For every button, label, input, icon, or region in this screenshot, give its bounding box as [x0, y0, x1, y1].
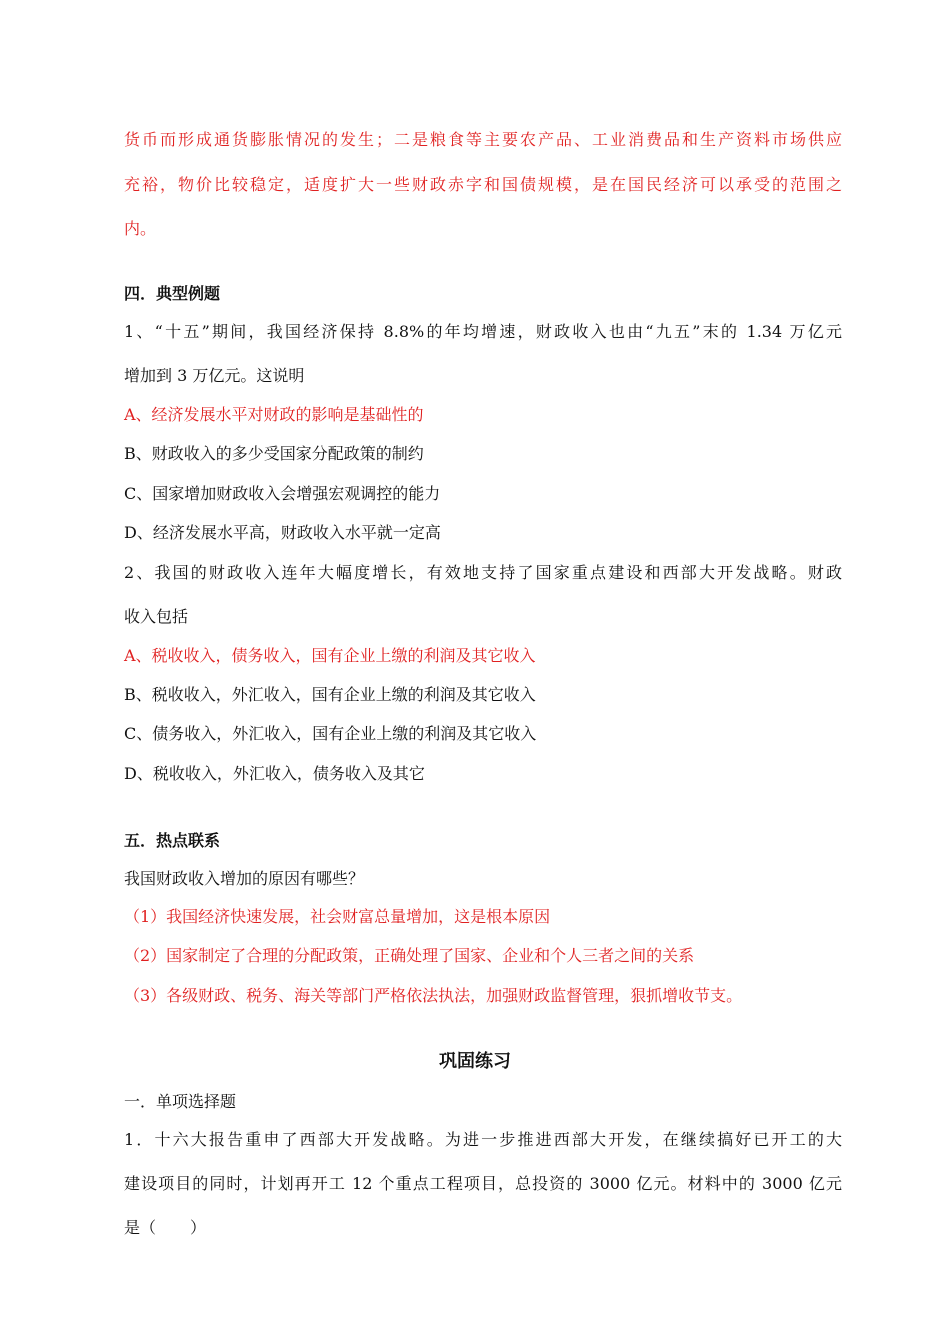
intro-line-2: 充裕，物价比较稳定，适度扩大一些财政赤字和国债规模，是在国民经济可以承受的范围之 [124, 175, 842, 194]
question-1-line-2: 增加到 3 万亿元。这说明 [124, 366, 305, 385]
question-2-option-d: D、税收收入，外汇收入，债务收入及其它 [124, 764, 425, 783]
intro-line-1: 货币而形成通货膨胀情况的发生；二是粮食等主要农产品、工业消费品和生产资料市场供应 [124, 130, 842, 149]
hotspot-answer-3: （3）各级财政、税务、海关等部门严格依法执法，加强财政监督管理，狠抓增收节支。 [124, 986, 743, 1005]
question-1-line-1: 1、“十五”期间，我国经济保持 8.8%的年均增速，财政收入也由“九五”末的 1.34 万亿元 [124, 322, 842, 341]
question-2-line-2: 收入包括 [124, 607, 189, 626]
practice-title: 巩固练习 [439, 1051, 511, 1072]
question-2-option-b: B、税收收入，外汇收入，国有企业上缴的利润及其它收入 [124, 685, 536, 704]
question-1-option-c: C、国家增加财政收入会增强宏观调控的能力 [124, 484, 441, 503]
hotspot-answer-1: （1）我国经济快速发展，社会财富总量增加，这是根本原因 [124, 907, 551, 926]
question-1-option-b: B、财政收入的多少受国家分配政策的制约 [124, 444, 424, 463]
practice-subheading: 一．单项选择题 [124, 1092, 237, 1111]
question-2-option-a: A、税收收入，债务收入，国有企业上缴的利润及其它收入 [124, 646, 536, 665]
hotspot-question: 我国财政收入增加的原因有哪些？ [124, 869, 365, 888]
question-2-line-1: 2、我国的财政收入连年大幅度增长，有效地支持了国家重点建设和西部大开发战略。财政 [124, 563, 842, 582]
intro-line-3: 内。 [124, 219, 157, 238]
answer-blank-close: ） [190, 1218, 207, 1237]
practice-question-1-line-1: 1．十六大报告重申了西部大开发战略。为进一步推进西部大开发，在继续搞好已开工的大 [124, 1130, 842, 1149]
practice-question-1-line-3 [124, 1217, 206, 1239]
hotspot-answer-2: （2）国家制定了合理的分配政策，正确处理了国家、企业和个人三者之间的关系 [124, 946, 695, 965]
answer-blank-open: 是（ [124, 1218, 157, 1237]
question-1-option-a: A、经济发展水平对财政的影响是基础性的 [124, 405, 424, 424]
question-2-option-c: C、债务收入，外汇收入，国有企业上缴的利润及其它收入 [124, 724, 537, 743]
section-4-heading: 四．典型例题 [124, 284, 221, 303]
section-5-heading: 五．热点联系 [124, 831, 221, 850]
practice-question-1-line-2: 建设项目的同时，计划再开工 12 个重点工程项目，总投资的 3000 亿元。材料中的 3000 亿元 [124, 1174, 842, 1193]
question-1-option-d: D、经济发展水平高，财政收入水平就一定高 [124, 523, 441, 542]
